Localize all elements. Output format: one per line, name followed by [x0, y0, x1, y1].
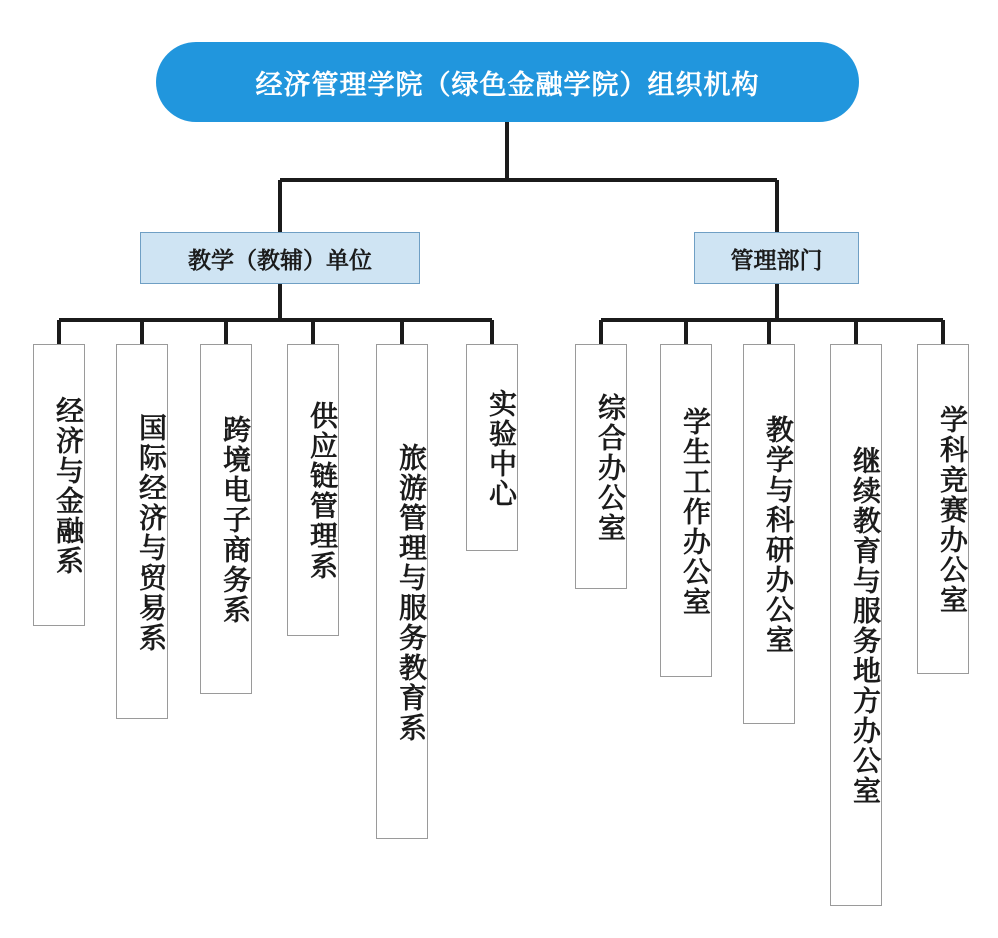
leaf-node-student-affairs-office: 学生工作办公室: [660, 344, 712, 677]
leaf-node-international-trade: 国际经济与贸易系: [116, 344, 168, 719]
root-node: 经济管理学院（绿色金融学院）组织机构: [156, 42, 859, 122]
group-node-teaching: 教学（教辅）单位: [140, 232, 420, 284]
group-node-admin: 管理部门: [694, 232, 859, 284]
leaf-node-general-office: 综合办公室: [575, 344, 627, 589]
leaf-node-continuing-education-office: 继续教育与服务地方办公室: [830, 344, 882, 906]
leaf-node-supply-chain-management: 供应链管理系: [287, 344, 339, 636]
leaf-node-experiment-center: 实验中心: [466, 344, 518, 551]
leaf-node-economics-finance: 经济与金融系: [33, 344, 85, 626]
leaf-node-teaching-research-office: 教学与科研办公室: [743, 344, 795, 724]
leaf-node-tourism-service-education: 旅游管理与服务教育系: [376, 344, 428, 839]
leaf-node-cross-border-ecommerce: 跨境电子商务系: [200, 344, 252, 694]
leaf-node-academic-competition-office: 学科竞赛办公室: [917, 344, 969, 674]
